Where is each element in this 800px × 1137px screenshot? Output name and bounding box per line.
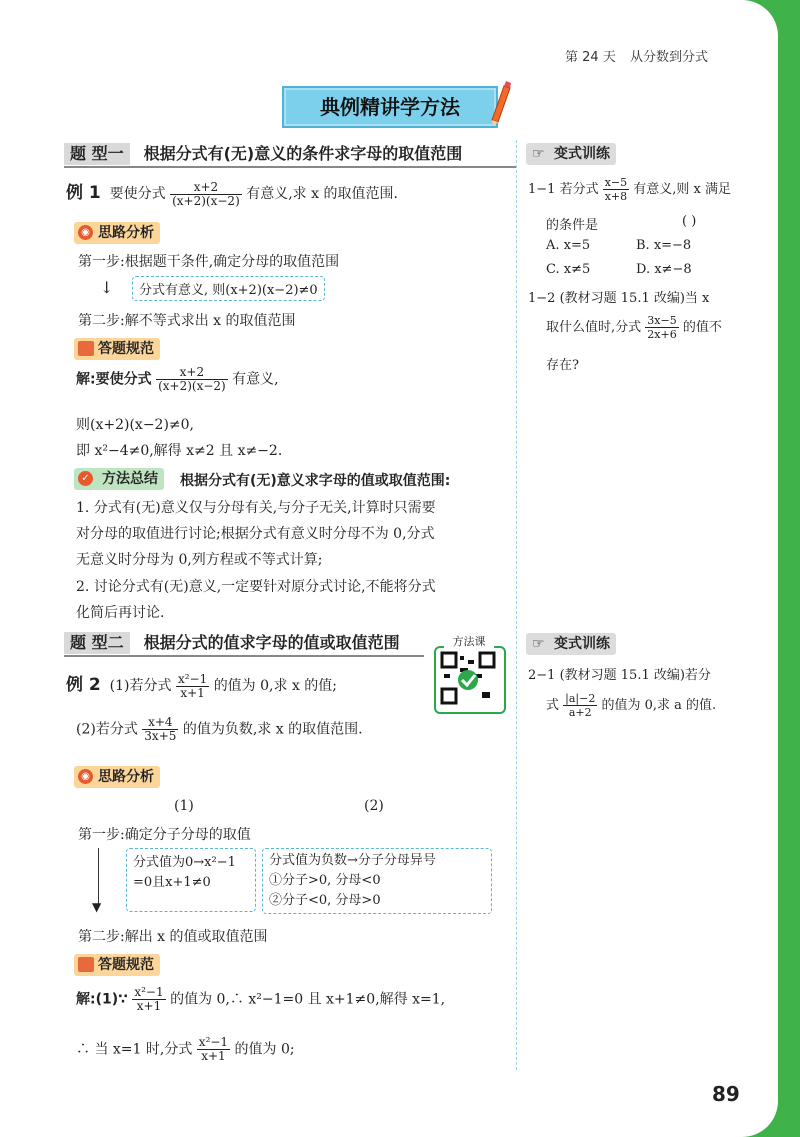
arrow-head-icon: ▼	[92, 900, 102, 914]
down-arrow-icon	[98, 848, 99, 906]
pencil-icon	[484, 80, 512, 126]
calendar-icon	[78, 957, 94, 972]
question-text-post: 的值不	[682, 320, 722, 335]
summary-line: 2. 讨论分式有(无)意义,一定要针对原分式讨论,不能将分式	[76, 579, 436, 595]
column-label-1: (1)	[174, 798, 194, 814]
calendar-icon	[78, 341, 94, 356]
answer-label	[74, 954, 160, 976]
example-1	[66, 178, 398, 208]
pointing-hand-icon: ☞	[532, 636, 545, 652]
summary-label-text: 方法总结	[102, 471, 158, 487]
example-text-pre: (2)若分式	[76, 721, 138, 738]
step-2: 第二步:解出 x 的值或取值范围	[78, 929, 268, 945]
box-line: 分式值为负数→分子分母异号	[269, 853, 436, 868]
practice-label-text: 变式训练	[554, 146, 610, 162]
analysis-label-text: 思路分析	[98, 769, 154, 785]
step-1: 第一步:根据题干条件,确定分母的取值范围	[78, 254, 340, 270]
banner-title: 典例精讲学方法	[282, 86, 498, 128]
denominator: x+1	[136, 999, 162, 1013]
option-c[interactable]: C. x≠5	[546, 262, 591, 277]
numerator: x²−1	[198, 1035, 229, 1049]
down-arrow-icon: ↓	[100, 278, 114, 297]
practice-q2-line3: 存在?	[546, 358, 579, 373]
denominator: x+1	[201, 1049, 226, 1063]
practice-q1	[528, 176, 731, 203]
summary-line: 无意义时分母为 0,列方程或不等式计算;	[76, 552, 323, 568]
example-text-pre: 要使分式	[109, 186, 166, 202]
qr-code-icon	[436, 648, 500, 708]
section-underline	[64, 166, 516, 168]
analysis-label-text: 思路分析	[98, 225, 154, 241]
step-2: 第二步:解不等式求出 x 的取值范围	[78, 313, 296, 329]
numerator: x+2	[170, 181, 242, 195]
answer-text-pre: 解:(1)∵	[76, 991, 128, 1008]
fraction	[197, 1036, 230, 1063]
fraction	[603, 176, 629, 203]
section-tag: 题 型二	[64, 632, 130, 654]
fraction	[142, 716, 178, 743]
answer-paren: ( )	[682, 214, 697, 229]
qr-code[interactable]	[434, 646, 506, 714]
section-title: 根据分式有(无)意义的条件求字母的取值范围	[143, 144, 463, 163]
analysis-label	[74, 766, 160, 788]
example-text-post: 的值为 0,求 x 的值;	[213, 678, 338, 694]
option-d[interactable]: D. x≠−8	[636, 262, 692, 277]
denominator: x+1	[180, 685, 205, 700]
answer-line-2: 则(x+2)(x−2)≠0,	[76, 417, 195, 433]
page-header	[555, 46, 708, 65]
summary-line: 1. 分式有(无)意义仅与分母有关,与分子无关,计算时只需要	[76, 500, 436, 516]
example-text-pre: (1)若分式	[109, 678, 172, 694]
denominator: 2x+6	[647, 328, 677, 341]
summary-line: 化简后再讨论.	[76, 605, 165, 621]
option-a[interactable]: A. x=5	[546, 238, 591, 253]
fraction	[563, 692, 597, 719]
value-zero-box	[126, 848, 256, 912]
practice-q1-line2	[546, 692, 716, 719]
practice-q2: 1−2 (教材习题 15.1 改编)当 x	[528, 291, 710, 306]
summary-line: 对分母的取值进行讨论;根据分式有意义时分母不为 0,分式	[76, 526, 435, 542]
answer-text-post: 的值为 0,∴ x²−1=0 且 x+1≠0,解得 x=1,	[170, 991, 446, 1008]
answer-line-2	[76, 1036, 295, 1063]
section-tag: 题 型一	[64, 143, 130, 165]
pointing-hand-icon: ☞	[532, 146, 545, 162]
practice-q1-line2: 的条件是	[546, 218, 599, 233]
practice-label	[526, 633, 616, 655]
example-2-part-1	[66, 670, 337, 700]
example-label: 例 2	[66, 675, 101, 695]
answer-text-pre: 解:要使分式	[76, 371, 152, 388]
answer-line-3: 即 x²−4≠0,解得 x≠2 且 x≠−2.	[76, 443, 283, 459]
summary-title: 根据分式有(无)意义求字母的值或取值范围:	[180, 473, 451, 489]
practice-label-text: 变式训练	[554, 636, 610, 652]
question-text-post: 的值为 0,求 a 的值.	[601, 698, 717, 713]
numerator: x+4	[142, 716, 178, 730]
denominator: x+8	[604, 190, 628, 203]
column-label-2: (2)	[364, 798, 384, 814]
fraction	[176, 673, 209, 700]
value-negative-box	[262, 848, 492, 914]
answer-text-post: 有意义,	[232, 371, 279, 388]
question-text-pre: 1−1 若分式	[528, 182, 599, 197]
example-text-post: 的值为负数,求 x 的取值范围.	[182, 721, 363, 738]
denominator: (x+2)(x−2)	[172, 193, 240, 208]
practice-q2-line2	[546, 314, 722, 341]
numerator: x²−1	[134, 985, 164, 999]
answer-line-1	[76, 986, 445, 1013]
column-divider	[516, 140, 517, 1070]
lightbulb-icon: ◉	[78, 769, 93, 784]
box-line: ②分子<0, 分母>0	[269, 893, 381, 908]
question-text-post: 有意义,则 x 满足	[633, 182, 732, 197]
header-topic: 从分数到分式	[629, 50, 708, 65]
box-line: ①分子>0, 分母<0	[269, 873, 381, 888]
numerator: x+2	[156, 366, 228, 380]
analysis-label	[74, 222, 160, 244]
numerator: |a|−2	[565, 692, 596, 705]
fraction	[170, 181, 242, 208]
answer-label-text: 答题规范	[98, 341, 154, 357]
answer-label	[74, 338, 160, 360]
answer-line-1	[76, 366, 279, 393]
denominator: a+2	[568, 706, 592, 719]
option-b[interactable]: B. x=−8	[636, 238, 692, 253]
qr-label: 方法课	[444, 633, 494, 649]
practice-label	[526, 143, 616, 165]
answer-text-post: 的值为 0;	[234, 1041, 295, 1058]
question-text-pre: 取什么值时,分式	[546, 320, 642, 335]
section-title: 根据分式的值求字母的值或取值范围	[143, 633, 400, 652]
summary-label	[74, 468, 164, 490]
thumbs-up-icon: ✓	[78, 471, 93, 486]
example-2-part-2	[76, 716, 363, 743]
section-heading-2	[64, 632, 424, 654]
page-number: 89	[712, 1082, 740, 1106]
numerator: 3x−5	[647, 314, 677, 327]
box-line: =0且x+1≠0	[133, 875, 211, 890]
answer-text-pre: ∴ 当 x=1 时,分式	[76, 1041, 193, 1058]
fraction	[645, 314, 678, 341]
numerator: x²−1	[177, 671, 208, 686]
denominator: 3x+5	[144, 729, 177, 743]
box-line: 分式值为0→x²−1	[133, 855, 236, 870]
denominator: (x+2)(x−2)	[158, 379, 226, 393]
condition-box: 分式有意义, 则(x+2)(x−2)≠0	[132, 276, 325, 301]
section-underline	[64, 655, 424, 657]
lightbulb-icon: ◉	[78, 225, 93, 240]
section-heading-1	[64, 143, 516, 165]
answer-label-text: 答题规范	[98, 957, 154, 973]
practice-q1: 2−1 (教材习题 15.1 改编)若分	[528, 668, 711, 683]
fraction	[132, 986, 165, 1013]
step-1: 第一步:确定分子分母的取值	[78, 827, 251, 843]
numerator: x−5	[604, 176, 628, 189]
example-text-post: 有意义,求 x 的取值范围.	[246, 186, 398, 202]
header-day: 第 24 天	[565, 50, 616, 65]
fraction	[156, 366, 228, 393]
question-text-pre: 式	[546, 698, 560, 713]
example-label: 例 1	[66, 183, 101, 203]
